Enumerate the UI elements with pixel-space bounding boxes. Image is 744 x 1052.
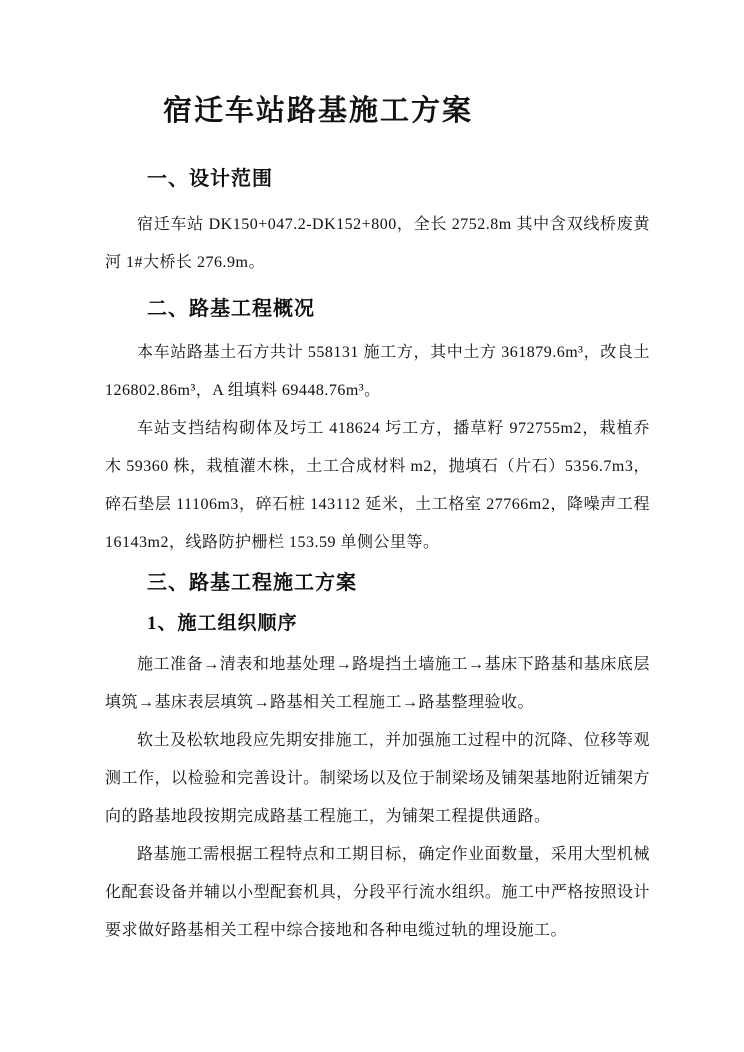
paragraph-soft-soil-arrangement: 软土及松软地段应先期安排施工，并加强施工过程中的沉降、位移等观测工作，以检验和完善设计。制梁场以及位于制梁场及铺架基地附近铺架方向的路基地段按期完成路基工程施工，为铺架工程提供通路。 [105,732,650,825]
paragraph-earthwork-quantities: 本车站路基土石方共计 558131 施工方，其中土方 361879.6m³，改良土 126802.86m³，A 组填料 69448.76m³。 [105,344,650,399]
section-heading-roadbed-overview: 二、路基工程概况 [147,298,315,320]
paragraph-construction-sequence: 施工准备→清表和地基处理→路堤挡土墙施工→基床下路基和基床底层填筑→基床表层填筑→路基相关工程施工→路基整理验收。 [105,656,650,711]
section-heading-construction-scheme: 三、路基工程施工方案 [147,572,357,594]
paragraph-structure-quantities: 车站支挡结构砌体及圬工 418624 圬工方，播草籽 972755m2，栽植乔木 59360 株，栽植灌木株，土工合成材料 m2，抛填石（片石）5356.7m3，碎石垫层 11106m3，碎石桩 143112 延米，土工格室 27766m2，降噪声工程 16143m2，线路防护栅栏 153.59 单侧公里等。 [105,420,650,551]
paragraph-mechanized-construction: 路基施工需根据工程特点和工期目标，确定作业面数量，采用大型机械化配套设备并辅以小型配套机具，分段平行流水组织。施工中严格按照设计要求做好路基相关工程中综合接地和各种电缆过轨的埋设施工。 [105,846,650,939]
paragraph-design-scope: 宿迁车站 DK150+047.2-DK152+800，全长 2752.8m 其中含双线桥废黄河 1#大桥长 276.9m。 [105,216,650,271]
subsection-heading-organization-order: 1、施工组织顺序 [147,613,298,634]
section-heading-design-scope: 一、设计范围 [147,168,273,190]
document-title: 宿迁车站路基施工方案 [163,95,474,127]
